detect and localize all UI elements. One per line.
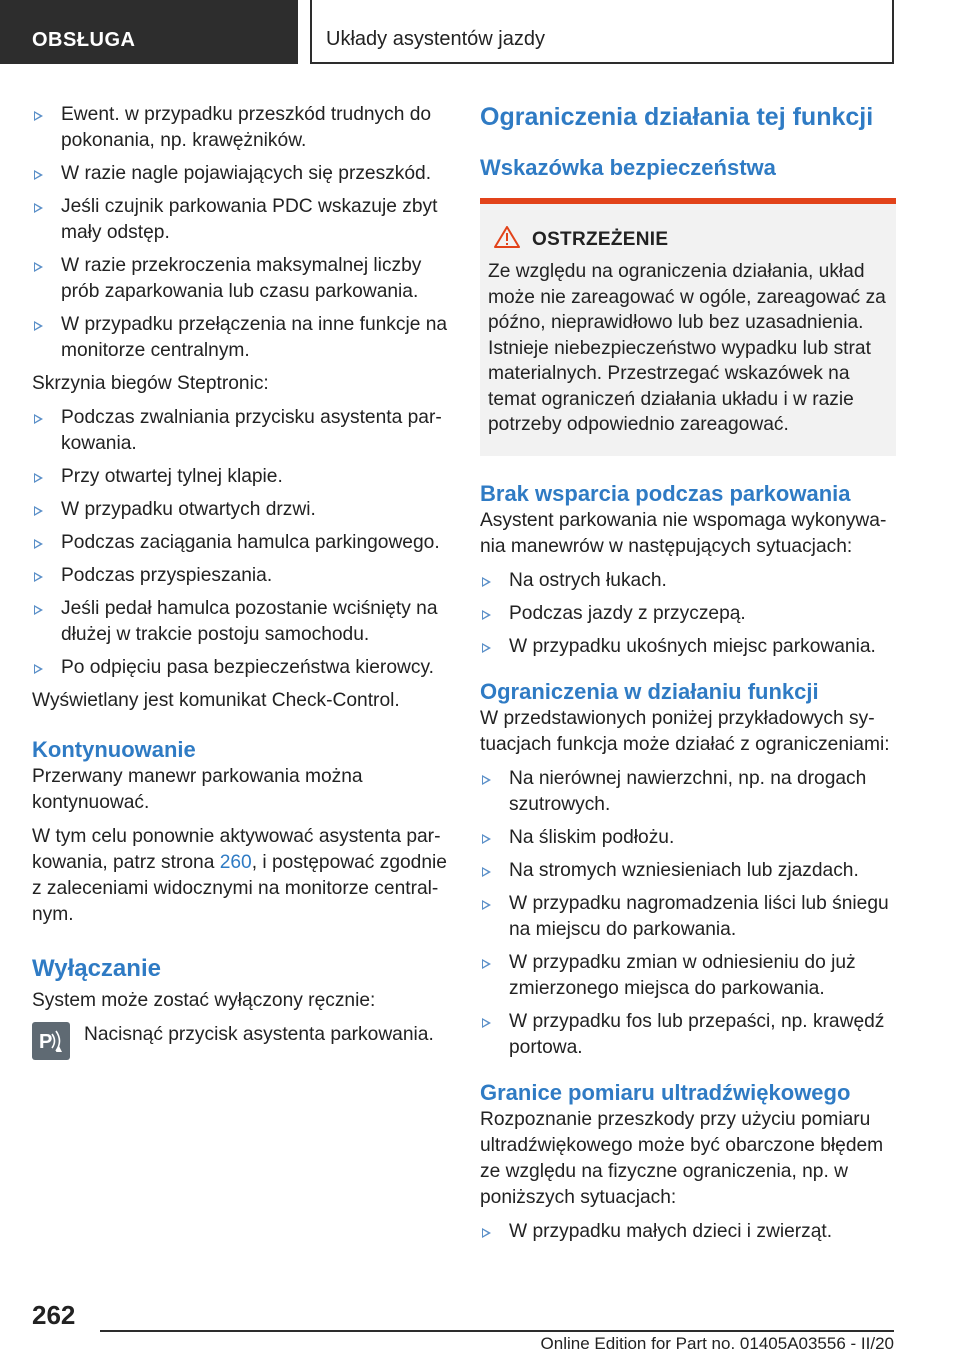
bullet-icon <box>482 900 491 910</box>
bullet-icon <box>482 1018 491 1028</box>
svg-text:P: P <box>39 1031 53 1053</box>
limitations-paragraph: W przedstawionych poniżej przykładowych sytuacjach funkcja może działać z ograniczeniami: <box>480 707 890 755</box>
page-number: 262 <box>32 1300 76 1330</box>
switch-off-heading: Wyłączanie <box>32 955 161 982</box>
right-column <box>480 102 896 1252</box>
limitations-list <box>480 766 896 1061</box>
no-support-heading: Brak wsparcia podczas parkowania <box>480 480 851 506</box>
bullet-icon <box>34 473 43 483</box>
switch-off-instruction-text: Nacisnąć przycisk asystenta parkowania. <box>84 1024 434 1045</box>
list-item: W przypadku małych dzieci i zwierząt. <box>480 1219 896 1245</box>
bullet-icon <box>482 834 491 844</box>
steptronic-label: Skrzynia biegów Steptronic: <box>32 373 269 394</box>
no-support-list <box>480 568 896 660</box>
warning-box <box>480 198 896 456</box>
list-item: Jeśli pedał hamulca pozostanie wciśnięty na dłużej w trakcie postoju samochodu. <box>32 596 450 648</box>
bullet-icon <box>482 577 491 587</box>
list-item: Jeśli czujnik parkowania PDC wskazuje zbyt mały odstęp. <box>32 194 450 246</box>
list-item: Na nierównej nawierzchni, np. na drogach szutrowych. <box>480 766 896 818</box>
list-item: Ewent. w przypadku przeszkód trudnych do pokonania, np. krawężników. <box>32 102 450 154</box>
bullet-icon <box>482 775 491 785</box>
list-item: W przypadku zmian w odniesieniu do już zmierzonego miejsca do parkowania. <box>480 950 896 1002</box>
list-item: Na ostrych łukach. <box>480 568 896 594</box>
list-item: W przypadku przełączenia na inne funkcje na monitorze centralnym. <box>32 312 450 364</box>
bullet-icon <box>34 111 43 121</box>
steptronic-list <box>32 405 450 681</box>
list-item: Na śliskim podłożu. <box>480 825 896 851</box>
list-item: W przypadku ukośnych miejsc parkowania. <box>480 634 896 660</box>
list-item: W razie nagle pojawiających się przeszkód. <box>32 161 450 187</box>
bullet-icon <box>482 959 491 969</box>
left-column <box>32 102 450 1060</box>
list-item: Podczas zwalniania przycisku asystenta parkowania. <box>32 405 450 457</box>
bullet-icon <box>482 643 491 653</box>
list-item: Przy otwartej tylnej klapie. <box>32 464 450 490</box>
list-item: Podczas jazdy z przyczepą. <box>480 601 896 627</box>
edition-note: Online Edition for Part no. 01405A03556 - II/20 <box>540 1334 894 1353</box>
list-item: Podczas zaciągania hamulca parkingowego. <box>32 530 450 556</box>
continue-paragraph-2: W tym celu ponownie aktywować asystenta parkowania, patrz strona 260, i postępować zgodnie z zaleceniami widocznymi na monitorze centralnym. <box>32 826 447 925</box>
bullet-icon <box>34 321 43 331</box>
bullet-icon <box>34 506 43 516</box>
safety-heading: Wskazówka bezpieczeństwa <box>480 155 776 180</box>
switch-off-paragraph: System może zostać wyłączony ręcznie: <box>32 990 376 1011</box>
continue-heading: Kontynuowanie <box>32 737 196 762</box>
list-item: Na stromych wzniesieniach lub zjazdach. <box>480 858 896 884</box>
continue-paragraph-1: Przerwany manewr parkowania można kontynuować. <box>32 766 363 813</box>
list-item: W razie przekroczenia maksymalnej liczby prób zaparkowania lub czasu parkowania. <box>32 253 450 305</box>
check-control-message: Wyświetlany jest komunikat Check-Control. <box>32 690 400 711</box>
bullet-icon <box>34 203 43 213</box>
bullet-icon <box>482 1228 491 1238</box>
page-link[interactable]: 260 <box>219 852 252 873</box>
bullet-icon <box>482 610 491 620</box>
ultrasound-list <box>480 1219 896 1245</box>
bullet-icon <box>34 170 43 180</box>
parking-assistant-button-icon <box>32 1022 70 1060</box>
limits-main-heading: Ograniczenia działania tej funkcji <box>480 103 874 131</box>
warning-triangle-icon <box>494 226 520 253</box>
bullet-icon <box>34 572 43 582</box>
bullet-icon <box>34 664 43 674</box>
bullet-icon <box>482 867 491 877</box>
footer-divider <box>100 1330 894 1332</box>
list-item: W przypadku otwartych drzwi. <box>32 497 450 523</box>
switch-off-instruction <box>32 1022 450 1060</box>
section-title: OBSŁUGA <box>32 29 136 51</box>
warning-body: Ze względu na ograniczenia działania, układ może nie zareagować w ogóle, zareagować za późno, nieprawidłowo lub bez uzasadnienia. Istnieje niebezpieczeństwo wypadku lub strat materialnych. Przestrzegać wskazówek na temat ograniczeń działania układu i w razie potrzeby odpowiednio zareagować. <box>488 261 886 435</box>
chapter-tab <box>310 0 894 64</box>
bullet-icon <box>34 539 43 549</box>
cancel-conditions-list <box>32 102 450 364</box>
warning-title-row <box>494 226 888 253</box>
chapter-title: Układy asystentów jazdy <box>326 28 545 50</box>
list-item: W przypadku fos lub przepaści, np. krawędź portowa. <box>480 1009 896 1061</box>
no-support-paragraph: Asystent parkowania nie wspomaga wykonywania manewrów w następujących sytuacjach: <box>480 509 887 557</box>
ultrasound-paragraph: Rozpoznanie przeszkody przy użyciu pomiaru ultradźwiękowego może być obarczone błędem ze względu na fizyczne ograniczenia, np. w poniższych sytuacjach: <box>480 1108 884 1208</box>
section-tab <box>0 0 298 64</box>
bullet-icon <box>34 414 43 424</box>
limitations-heading: Ograniczenia w działaniu funkcji <box>480 678 819 704</box>
list-item: Po odpięciu pasa bezpieczeństwa kierowcy. <box>32 655 450 681</box>
list-item: Podczas przyspieszania. <box>32 563 450 589</box>
bullet-icon <box>34 262 43 272</box>
warning-title: OSTRZEŻENIE <box>532 228 669 250</box>
list-item: W przypadku nagromadzenia liści lub śniegu na miejscu do parkowania. <box>480 891 896 943</box>
ultrasound-heading: Granice pomiaru ultradźwiękowego <box>480 1079 851 1105</box>
bullet-icon <box>34 605 43 615</box>
